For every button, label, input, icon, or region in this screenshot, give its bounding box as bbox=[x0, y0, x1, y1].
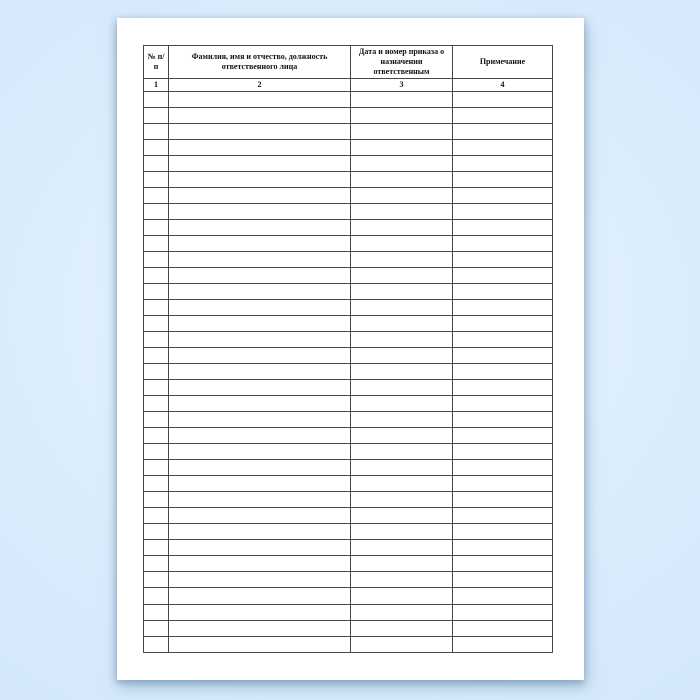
table-cell bbox=[351, 620, 453, 636]
table-cell bbox=[453, 332, 553, 348]
table-row bbox=[144, 364, 553, 380]
table-cell bbox=[144, 204, 169, 220]
table-cell bbox=[169, 156, 351, 172]
document-page bbox=[117, 18, 584, 680]
table-cell bbox=[351, 124, 453, 140]
table-cell bbox=[351, 396, 453, 412]
table-cell bbox=[144, 572, 169, 588]
table-cell bbox=[144, 444, 169, 460]
table-cell bbox=[453, 524, 553, 540]
table-cell bbox=[453, 220, 553, 236]
table-header bbox=[144, 46, 553, 92]
table-cell bbox=[169, 396, 351, 412]
column-header-person: Фамилия, имя и отчество, должность ответственного лица bbox=[169, 46, 351, 79]
table-cell bbox=[169, 188, 351, 204]
table-cell bbox=[453, 252, 553, 268]
table-cell bbox=[453, 364, 553, 380]
table-cell bbox=[453, 620, 553, 636]
table-row bbox=[144, 492, 553, 508]
table-row bbox=[144, 284, 553, 300]
table-cell bbox=[351, 156, 453, 172]
table-cell bbox=[351, 524, 453, 540]
table-cell bbox=[144, 364, 169, 380]
table-cell bbox=[169, 444, 351, 460]
table-cell bbox=[453, 556, 553, 572]
table-row bbox=[144, 476, 553, 492]
table-cell bbox=[453, 396, 553, 412]
table-cell bbox=[351, 204, 453, 220]
table-cell bbox=[453, 124, 553, 140]
table-cell bbox=[351, 348, 453, 364]
table-cell bbox=[453, 300, 553, 316]
table-cell bbox=[351, 636, 453, 652]
table-cell bbox=[453, 268, 553, 284]
table-cell bbox=[169, 412, 351, 428]
table-cell bbox=[351, 252, 453, 268]
table-cell bbox=[453, 92, 553, 108]
column-header-note: Примечание bbox=[453, 46, 553, 79]
table-cell bbox=[144, 140, 169, 156]
column-number-row bbox=[144, 79, 553, 92]
responsible-persons-form-table bbox=[143, 45, 553, 653]
table-cell bbox=[169, 284, 351, 300]
table-cell bbox=[351, 428, 453, 444]
column-number-1: 1 bbox=[144, 79, 169, 92]
table-cell bbox=[144, 156, 169, 172]
table-cell bbox=[144, 492, 169, 508]
table-row bbox=[144, 348, 553, 364]
table-cell bbox=[453, 636, 553, 652]
table-cell bbox=[169, 252, 351, 268]
table-cell bbox=[453, 188, 553, 204]
table-cell bbox=[351, 476, 453, 492]
column-number-2: 2 bbox=[169, 79, 351, 92]
table-row bbox=[144, 396, 553, 412]
table-cell bbox=[453, 140, 553, 156]
table-cell bbox=[453, 428, 553, 444]
table-cell bbox=[169, 316, 351, 332]
table-cell bbox=[453, 380, 553, 396]
table-cell bbox=[351, 588, 453, 604]
column-header-order: Дата и номер приказа о назначении ответственным bbox=[351, 46, 453, 79]
table-cell bbox=[453, 316, 553, 332]
table-body bbox=[144, 92, 553, 653]
table-cell bbox=[453, 172, 553, 188]
table-row bbox=[144, 444, 553, 460]
table-cell bbox=[351, 236, 453, 252]
table-cell bbox=[351, 572, 453, 588]
table-cell bbox=[169, 236, 351, 252]
table-cell bbox=[169, 492, 351, 508]
table-cell bbox=[169, 476, 351, 492]
table-row bbox=[144, 636, 553, 652]
table-cell bbox=[453, 284, 553, 300]
table-row bbox=[144, 300, 553, 316]
table-cell bbox=[453, 508, 553, 524]
table-cell bbox=[169, 268, 351, 284]
table-cell bbox=[351, 108, 453, 124]
table-cell bbox=[144, 604, 169, 620]
table-row bbox=[144, 380, 553, 396]
table-cell bbox=[169, 604, 351, 620]
table-row bbox=[144, 140, 553, 156]
table-cell bbox=[144, 556, 169, 572]
table-row bbox=[144, 236, 553, 252]
table-cell bbox=[144, 316, 169, 332]
table-cell bbox=[169, 620, 351, 636]
table-cell bbox=[453, 460, 553, 476]
table-cell bbox=[144, 92, 169, 108]
table-row bbox=[144, 572, 553, 588]
table-row bbox=[144, 188, 553, 204]
table-cell bbox=[169, 556, 351, 572]
table-cell bbox=[453, 540, 553, 556]
table-cell bbox=[144, 412, 169, 428]
table-row bbox=[144, 252, 553, 268]
table-row bbox=[144, 508, 553, 524]
table-cell bbox=[169, 140, 351, 156]
table-cell bbox=[144, 620, 169, 636]
table-cell bbox=[144, 172, 169, 188]
table-cell bbox=[351, 460, 453, 476]
table-cell bbox=[351, 316, 453, 332]
table-cell bbox=[453, 412, 553, 428]
table-row bbox=[144, 220, 553, 236]
table-cell bbox=[169, 172, 351, 188]
table-cell bbox=[453, 572, 553, 588]
table-cell bbox=[169, 540, 351, 556]
table-cell bbox=[144, 636, 169, 652]
table-cell bbox=[351, 332, 453, 348]
table-cell bbox=[351, 364, 453, 380]
table-cell bbox=[453, 236, 553, 252]
table-cell bbox=[144, 588, 169, 604]
table-row bbox=[144, 268, 553, 284]
table-cell bbox=[169, 220, 351, 236]
table-cell bbox=[453, 204, 553, 220]
table-cell bbox=[144, 220, 169, 236]
table-row bbox=[144, 332, 553, 348]
table-cell bbox=[169, 636, 351, 652]
table-cell bbox=[144, 332, 169, 348]
column-number-3: 3 bbox=[351, 79, 453, 92]
table-cell bbox=[453, 444, 553, 460]
table-cell bbox=[351, 220, 453, 236]
table-cell bbox=[351, 188, 453, 204]
table-cell bbox=[144, 188, 169, 204]
table-cell bbox=[144, 108, 169, 124]
table-cell bbox=[169, 332, 351, 348]
table-cell bbox=[453, 156, 553, 172]
table-cell bbox=[351, 268, 453, 284]
table-row bbox=[144, 156, 553, 172]
table-cell bbox=[169, 108, 351, 124]
table-row bbox=[144, 316, 553, 332]
table-cell bbox=[144, 268, 169, 284]
table-cell bbox=[351, 92, 453, 108]
table-cell bbox=[169, 364, 351, 380]
table-cell bbox=[169, 524, 351, 540]
table-cell bbox=[144, 252, 169, 268]
table-cell bbox=[351, 300, 453, 316]
table-cell bbox=[169, 348, 351, 364]
table-cell bbox=[351, 508, 453, 524]
table-cell bbox=[351, 540, 453, 556]
table-cell bbox=[144, 124, 169, 140]
table-cell bbox=[169, 588, 351, 604]
table-row bbox=[144, 412, 553, 428]
table-row bbox=[144, 556, 553, 572]
table-cell bbox=[144, 396, 169, 412]
table-cell bbox=[169, 508, 351, 524]
table-cell bbox=[351, 140, 453, 156]
table-row bbox=[144, 604, 553, 620]
table-cell bbox=[351, 412, 453, 428]
table-cell bbox=[144, 428, 169, 444]
table-cell bbox=[453, 588, 553, 604]
table-cell bbox=[169, 380, 351, 396]
table-cell bbox=[453, 604, 553, 620]
table-cell bbox=[144, 236, 169, 252]
table-cell bbox=[169, 204, 351, 220]
table-cell bbox=[351, 444, 453, 460]
table-cell bbox=[169, 460, 351, 476]
table-row bbox=[144, 204, 553, 220]
table-row bbox=[144, 172, 553, 188]
table-cell bbox=[351, 492, 453, 508]
table-cell bbox=[144, 300, 169, 316]
table-cell bbox=[453, 108, 553, 124]
column-header-index: № п/п bbox=[144, 46, 169, 79]
table-cell bbox=[453, 476, 553, 492]
table-cell bbox=[144, 460, 169, 476]
table-cell bbox=[453, 348, 553, 364]
table-cell bbox=[351, 172, 453, 188]
table-cell bbox=[144, 284, 169, 300]
table-row bbox=[144, 428, 553, 444]
header-row bbox=[144, 46, 553, 79]
table-cell bbox=[169, 572, 351, 588]
table-cell bbox=[169, 300, 351, 316]
table-row bbox=[144, 588, 553, 604]
table-cell bbox=[351, 380, 453, 396]
table-cell bbox=[351, 604, 453, 620]
table-row bbox=[144, 108, 553, 124]
table-cell bbox=[169, 124, 351, 140]
table-cell bbox=[144, 380, 169, 396]
table-cell bbox=[144, 524, 169, 540]
table-row bbox=[144, 124, 553, 140]
table-row bbox=[144, 620, 553, 636]
table-row bbox=[144, 92, 553, 108]
table-cell bbox=[169, 428, 351, 444]
table-cell bbox=[144, 540, 169, 556]
table-cell bbox=[144, 476, 169, 492]
table-cell bbox=[169, 92, 351, 108]
table-cell bbox=[144, 348, 169, 364]
table-cell bbox=[453, 492, 553, 508]
table-row bbox=[144, 540, 553, 556]
table-cell bbox=[144, 508, 169, 524]
column-number-4: 4 bbox=[453, 79, 553, 92]
table-row bbox=[144, 460, 553, 476]
table-cell bbox=[351, 284, 453, 300]
table-cell bbox=[351, 556, 453, 572]
table-row bbox=[144, 524, 553, 540]
